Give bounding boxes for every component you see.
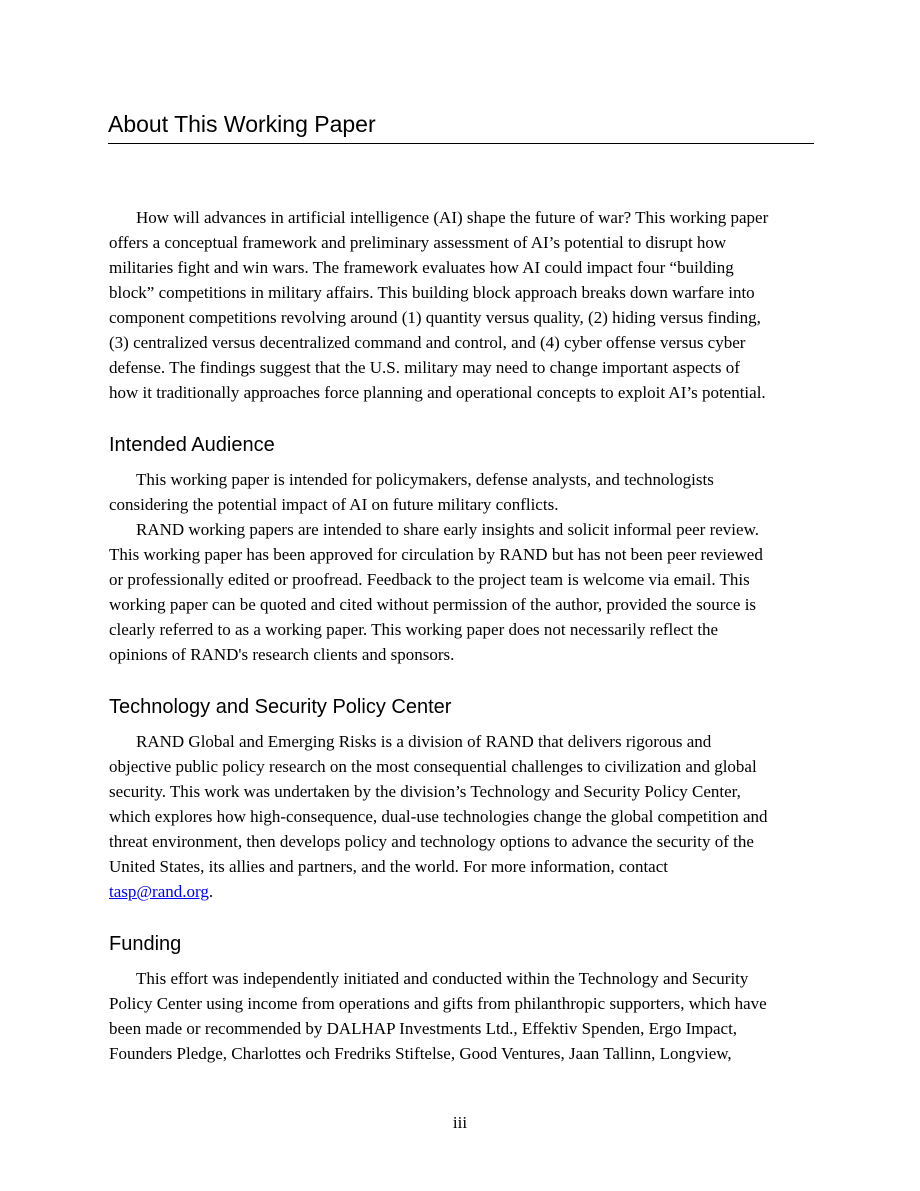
- funding-paragraph: [109, 966, 814, 1066]
- text-line: block” competitions in military affairs. This building block approach breaks down warfare into: [109, 283, 755, 302]
- intended-audience-paragraph: [109, 467, 814, 517]
- working-paper-disclaimer-paragraph: [109, 517, 814, 667]
- section-heading-funding: Funding: [109, 933, 182, 955]
- text-line: Policy Center using income from operations and gifts from philanthropic supporters, which have: [109, 994, 767, 1013]
- text-line: Founders Pledge, Charlottes och Fredriks Stiftelse, Good Ventures, Jaan Tallinn, Longview,: [109, 1044, 732, 1063]
- page-title: About This Working Paper: [108, 111, 376, 137]
- text-line: or professionally edited or proofread. Feedback to the project team is welcome via email. This: [109, 570, 750, 589]
- text-line: which explores how high-consequence, dual-use technologies change the global competition and: [109, 807, 768, 826]
- document-body: [109, 205, 814, 1066]
- text-line: working paper can be quoted and cited without permission of the author, provided the source is: [109, 595, 757, 614]
- text-line: objective public policy research on the most consequential challenges to civilization and global: [109, 757, 757, 776]
- text-line: threat environment, then develops policy and technology options to advance the security of the: [109, 832, 754, 851]
- text-line: militaries fight and win wars. The framework evaluates how AI could impact four “building: [109, 258, 734, 277]
- text-line: United States, its allies and partners, and the world. For more information, contact: [109, 857, 668, 876]
- text-line: defense. The findings suggest that the U.S. military may need to change important aspects of: [109, 358, 740, 377]
- text-line: This working paper is intended for policymakers, defense analysts, and technologists: [136, 470, 714, 489]
- text-line: This effort was independently initiated and conducted within the Technology and Security: [136, 969, 749, 988]
- text-line: RAND working papers are intended to share early insights and solicit informal peer review.: [136, 520, 759, 539]
- intro-paragraph: [109, 205, 814, 405]
- text-line: security. This work was undertaken by the division’s Technology and Security Policy Center,: [109, 782, 741, 801]
- text-line: clearly referred to as a working paper. This working paper does not necessarily reflect the: [109, 620, 719, 639]
- text-line: (3) centralized versus decentralized command and control, and (4) cyber offense versus cyber: [109, 333, 746, 352]
- text-line: RAND Global and Emerging Risks is a division of RAND that delivers rigorous and: [136, 732, 712, 751]
- sentence-end: .: [208, 882, 214, 901]
- text-line: This working paper has been approved for circulation by RAND but has not been peer reviewed: [109, 545, 763, 564]
- text-line: considering the potential impact of AI on future military conflicts.: [109, 495, 559, 514]
- page-number: iii: [452, 1113, 468, 1132]
- text-line: been made or recommended by DALHAP Investments Ltd., Effektiv Spenden, Ergo Impact,: [109, 1019, 738, 1038]
- text-line: component competitions revolving around (1) quantity versus quality, (2) hiding versus finding,: [109, 308, 761, 327]
- text-line: opinions of RAND's research clients and sponsors.: [109, 645, 455, 664]
- text-line: offers a conceptual framework and preliminary assessment of AI’s potential to disrupt how: [109, 233, 727, 252]
- text-line: [109, 879, 814, 904]
- text-line: How will advances in artificial intelligence (AI) shape the future of war? This working paper: [136, 208, 769, 227]
- tech-center-paragraph: [109, 729, 814, 904]
- title-divider: [108, 143, 814, 144]
- section-heading-intended-audience: Intended Audience: [109, 434, 275, 456]
- text-line: how it traditionally approaches force planning and operational concepts to exploit AI’s potential.: [109, 383, 766, 402]
- contact-email-link[interactable]: tasp@rand.org: [109, 882, 209, 901]
- section-heading-tech-security-center: Technology and Security Policy Center: [109, 696, 452, 718]
